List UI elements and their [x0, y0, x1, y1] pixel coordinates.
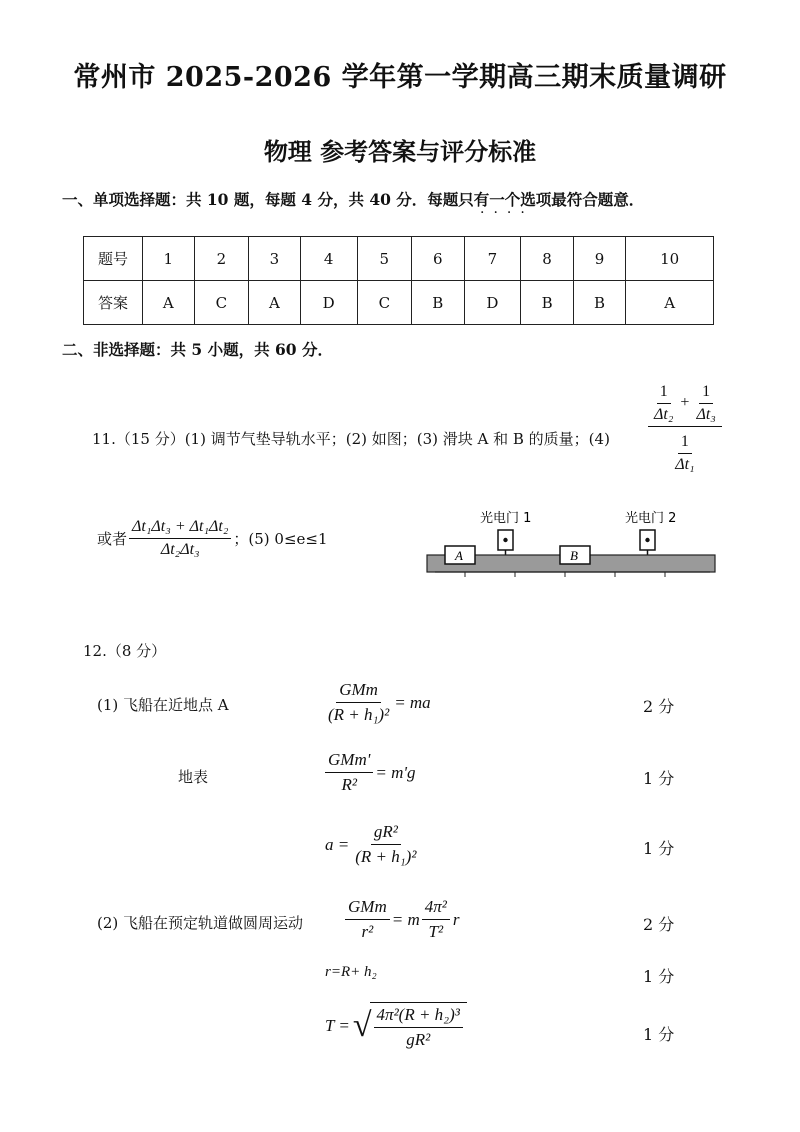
q12-part1-label: (1) 飞船在近地点 A — [97, 696, 229, 714]
answer-table — [83, 236, 714, 325]
eq1-numerator: GMm — [336, 680, 381, 703]
slider-a-label: A — [455, 548, 463, 563]
table-cell: D — [300, 281, 357, 325]
table-row-label: 答案 — [84, 281, 143, 325]
q12-eq5: r=R+ h₂ — [325, 964, 377, 980]
table-row-label: 题号 — [84, 237, 143, 281]
sqrt-icon: √ — [352, 1007, 372, 1044]
q11-answer-fraction — [648, 383, 722, 474]
table-row — [84, 281, 714, 325]
plus-sign: + — [680, 394, 690, 412]
alt-denominator: Δt₂Δt₃ — [160, 541, 200, 558]
air-track-diagram — [425, 505, 725, 585]
table-cell: B — [412, 281, 464, 325]
table-cell: 3 — [249, 237, 301, 281]
table-cell: D — [464, 281, 521, 325]
frac-denominator: Δt₃ — [696, 406, 716, 423]
eq6-numerator: 4π²(R + h₂)³ — [374, 1005, 463, 1028]
table-cell: 9 — [573, 237, 625, 281]
page-subtitle: 物理 参考答案与评分标准 — [263, 137, 537, 166]
score-5: 1 分 — [643, 967, 675, 986]
q11-part5: ；(5) 0≤e≤1 — [233, 530, 328, 548]
score-2: 1 分 — [643, 769, 675, 788]
score-6: 1 分 — [643, 1025, 675, 1044]
q12-eq6 — [325, 1002, 467, 1050]
q12-eq3 — [325, 822, 419, 867]
table-cell: 2 — [194, 237, 248, 281]
eq4-numerator2: 4π² — [422, 897, 450, 920]
score-1: 2 分 — [643, 697, 675, 716]
table-cell: 8 — [521, 237, 573, 281]
q11-text: 11.（15 分）(1) 调节气垫导轨水平；(2) 如图；(3) 滑块 A 和 B 的质量；(4) — [92, 430, 610, 448]
table-cell: A — [249, 281, 301, 325]
q11-alt-answer — [97, 518, 328, 559]
eq1-rhs: = ma — [394, 692, 431, 712]
q12-part2-label: (2) 飞船在预定轨道做圆周运动 — [97, 914, 304, 932]
table-cell: C — [194, 281, 248, 325]
table-cell: 6 — [412, 237, 464, 281]
eq3-numerator: gR² — [371, 822, 401, 845]
q12-eq1 — [325, 680, 431, 725]
table-cell: 10 — [626, 237, 714, 281]
eq4-tail: r — [452, 909, 460, 929]
eq6-denominator: gR² — [406, 1030, 431, 1049]
eq4-numerator: GMm — [345, 897, 390, 920]
table-cell: 4 — [300, 237, 357, 281]
table-cell: 7 — [464, 237, 521, 281]
eq4-mid: = m — [391, 909, 420, 929]
photogate-2-sensor — [645, 538, 649, 542]
eq4-denominator: r² — [361, 922, 374, 941]
frac-denominator: Δt₁ — [675, 456, 695, 473]
slider-b-label: B — [570, 548, 578, 563]
page-title: 常州市 2025-2026 学年第一学期高三期末质量调研 — [73, 62, 727, 93]
gate1-label: 光电门 1 — [480, 511, 532, 526]
table-cell: 5 — [357, 237, 411, 281]
score-3: 1 分 — [643, 839, 675, 858]
frac-numerator: 1 — [699, 383, 713, 404]
table-cell: A — [143, 281, 195, 325]
table-cell: C — [357, 281, 411, 325]
alt-prefix: 或者 — [97, 530, 128, 548]
surface-label: 地表 — [178, 768, 209, 786]
eq2-numerator: GMm' — [325, 750, 373, 773]
emphasis-dots: ···· — [480, 205, 534, 221]
gate2-label: 光电门 2 — [625, 511, 677, 526]
section2-heading: 二、非选择题：共 5 小题，共 60 分． — [62, 340, 333, 359]
eq2-rhs: = m'g — [375, 762, 416, 782]
eq3-denominator: (R + h₁)² — [355, 847, 417, 866]
q12-eq4 — [345, 897, 459, 942]
alt-numerator: Δt₁Δt₃ + Δt₁Δt₂ — [129, 518, 231, 539]
table-cell: 1 — [143, 237, 195, 281]
score-4: 2 分 — [643, 915, 675, 934]
photogate-1-sensor — [503, 538, 507, 542]
frac-numerator: 1 — [657, 383, 671, 404]
eq4-denominator2: T² — [428, 922, 444, 941]
table-cell: B — [573, 281, 625, 325]
table-cell: A — [626, 281, 714, 325]
q12-eq2 — [325, 750, 416, 795]
q12-header: 12.（8 分） — [83, 642, 167, 660]
table-cell: B — [521, 281, 573, 325]
eq3-lhs: a = — [325, 834, 350, 854]
section1-heading: 一、单项选择题：共 10 题，每题 4 分，共 40 分．每题只有一个选项最符合题意． — [62, 190, 645, 209]
eq1-denominator: (R + h₁)² — [328, 705, 390, 724]
table-row — [84, 237, 714, 281]
eq2-denominator: R² — [341, 775, 357, 794]
frac-numerator: 1 — [678, 433, 692, 454]
frac-denominator: Δt₂ — [654, 406, 674, 423]
eq6-lhs: T = — [325, 1016, 350, 1035]
